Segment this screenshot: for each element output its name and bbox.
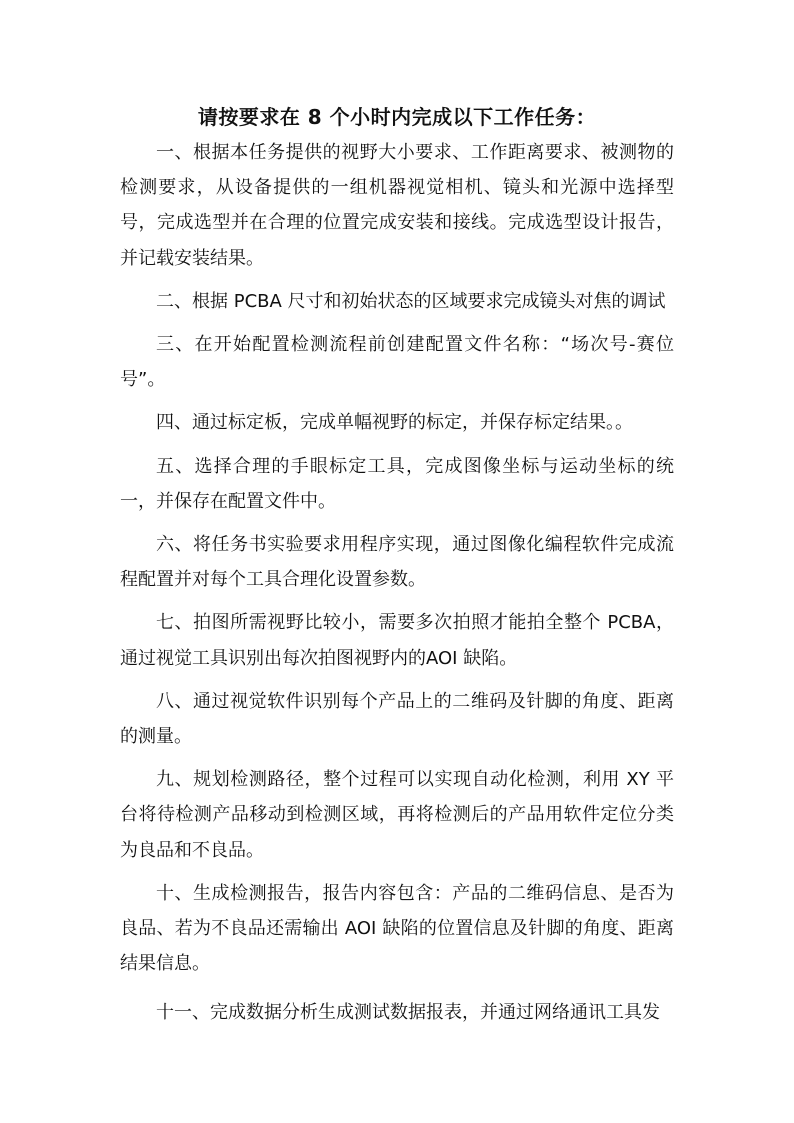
paragraph-10: 十、生成检测报告，报告内容包含：产品的二维码信息、是否为良品、若为不良品还需输出 AOI 缺陷的位置信息及针脚的角度、距离结果信息。 (120, 882, 674, 975)
paragraph-7: 七、拍图所需视野比较小，需要多次拍照才能拍全整个 PCBA，通过视觉工具识别出每次拍图视野内的AOI 缺陷。 (120, 612, 674, 669)
paragraph-9: 九、规划检测路径，整个过程可以实现自动化检测，利用 XY 平台将待检测产品移动到检测区域，再将检测后的产品用软件定位分类为良品和不良品。 (120, 769, 674, 861)
paragraph-8: 八、通过视觉软件识别每个产品上的二维码及针脚的角度、距离的测量。 (120, 690, 674, 748)
paragraph-6: 六、将任务书实验要求用程序实现，通过图像化编程软件完成流程配置并对每个工具合理化设置参数。 (120, 534, 674, 591)
paragraph-5: 五、选择合理的手眼标定工具，完成图像坐标与运动坐标的统一，并保存在配置文件中。 (120, 455, 674, 512)
paragraph-3: 三、在开始配置检测流程前创建配置文件名称：“场次号-赛位号”。 (120, 334, 674, 391)
paragraph-4: 四、通过标定板，完成单幅视野的标定，并保存标定结果。。 (156, 412, 633, 434)
paragraph-2: 二、根据 PCBA 尺寸和初始状态的区域要求完成镜头对焦的调试 (156, 290, 666, 312)
paragraph-1: 一、根据本任务提供的视野大小要求、工作距离要求、被测物的检测要求，从设备提供的一组机器视觉相机、镜头和光源中选择型号，完成选型并在合理的位置完成安装和接线。完成选型设计报告，并记载安装结果。 (120, 142, 674, 269)
document-title: 请按要求在 8 个小时内完成以下工作任务： (197, 105, 597, 129)
paragraph-11: 十一、完成数据分析生成测试数据报表，并通过网络通讯工具发 (156, 1002, 660, 1024)
